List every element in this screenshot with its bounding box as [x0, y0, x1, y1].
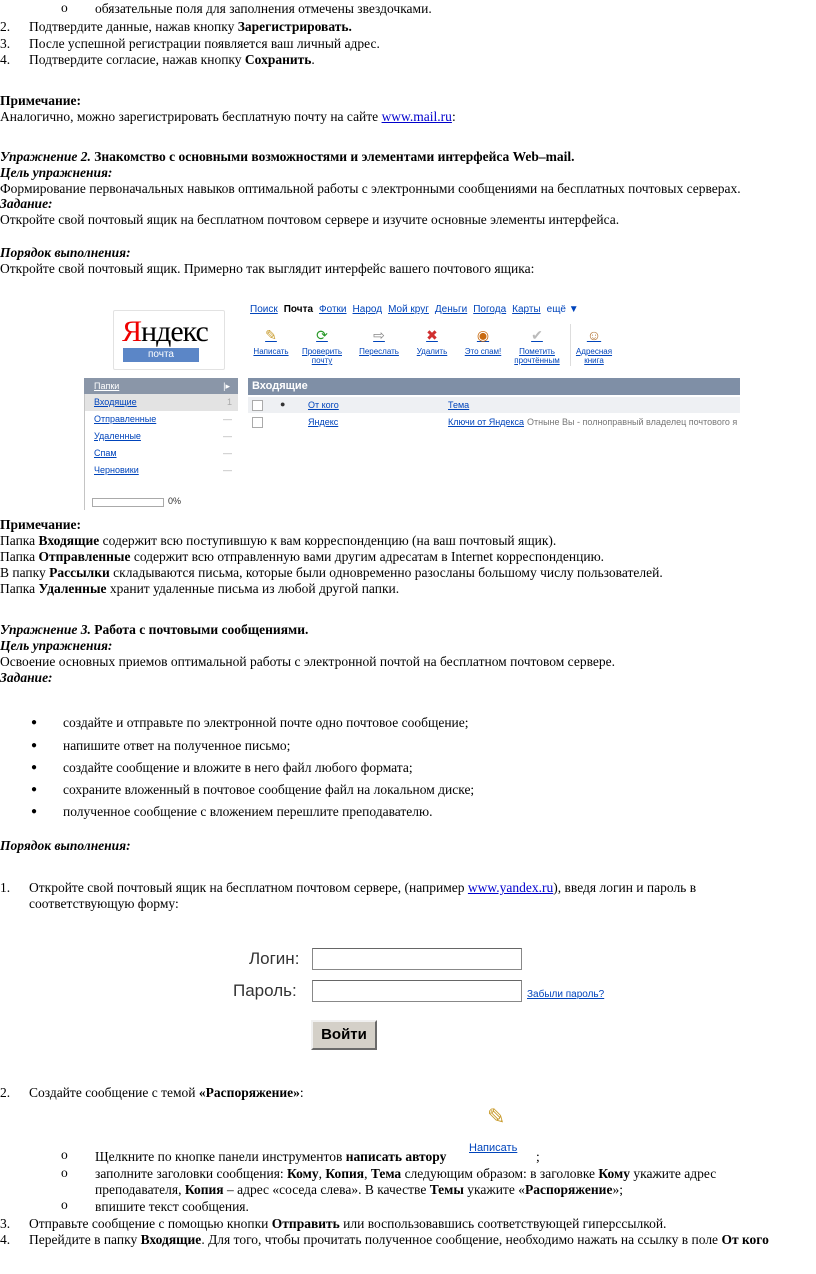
pencil-icon: ✎	[265, 327, 277, 343]
yandex-mail-logo: Яндекс почта	[113, 310, 225, 370]
task-item: полученное сообщение с вложением перешлите преподавателю.	[63, 804, 433, 819]
login-label: Логин:	[249, 949, 300, 968]
mailbox-screenshot	[84, 294, 740, 514]
step-number: 4.	[0, 1232, 11, 1247]
bullet: ●	[31, 740, 38, 751]
sub-step-text: Щелкните по кнопке панели инструментов написать автору	[95, 1149, 447, 1164]
note-line: Папка Отправленные содержит всю отправленную вами другим адресатам в Internet корреспонденцию.	[0, 549, 605, 564]
step-number: 2.	[0, 1085, 11, 1100]
message-subject[interactable]: Ключи от Яндекса	[448, 417, 524, 427]
task-item: сохраните вложенный в почтовое сообщение файл на локальном диске;	[63, 782, 475, 797]
bullet: ●	[31, 784, 38, 795]
step-text: Создайте сообщение с темой «Распоряжение»:	[29, 1085, 304, 1100]
folders-header[interactable]: Папки |▸	[84, 378, 238, 394]
login-button[interactable]: Войти	[311, 1020, 377, 1050]
step-text: Перейдите в папку Входящие. Для того, чтобы прочитать полученное сообщение, необходимо нажать на ссылку в поле От кого	[29, 1232, 769, 1247]
goal-label: Цель упражнения:	[0, 165, 113, 180]
bullet: ●	[31, 762, 38, 773]
note-line: Папка Входящие содержит всю поступившую к вам корреспонденцию (на ваш почтовый ящик).	[0, 533, 557, 548]
folder-sent[interactable]: Отправленные —	[94, 414, 232, 424]
note-text: Аналогично, можно зарегистрировать бесплатную почту на сайте www.mail.ru:	[0, 109, 456, 124]
nav-mail[interactable]: Почта	[283, 304, 314, 315]
nav-narod[interactable]: Народ	[352, 304, 383, 315]
quota-percent: 0%	[168, 496, 182, 506]
compose-button-image: Написать	[469, 1142, 518, 1154]
folder-deleted[interactable]: Удаленные —	[94, 431, 232, 441]
spam-icon: ◉	[476, 327, 490, 343]
task-label: Задание:	[0, 670, 53, 685]
password-input[interactable]	[312, 980, 522, 1002]
task-item: создайте и отправьте по электронной почте одно почтовое сообщение;	[63, 715, 469, 730]
folder-spam[interactable]: Спам —	[94, 448, 232, 458]
sub-bullet: o	[61, 1165, 68, 1180]
forward-icon: ⇨	[373, 327, 385, 343]
step-text: Отправьте сообщение с помощью кнопки Отправить или воспользовавшись соответствующей гиперссылкой.	[29, 1216, 667, 1231]
top-nav	[250, 304, 585, 315]
collapse-icon[interactable]: |▸	[223, 381, 230, 391]
nav-maps[interactable]: Карты	[512, 304, 541, 315]
sidebar-border	[84, 394, 85, 510]
check-mail-button[interactable]: ⟳ Проверить почту	[301, 327, 342, 365]
compose-button[interactable]: ✎ Написать	[253, 327, 289, 356]
step-number: 1.	[0, 880, 11, 895]
nav-more[interactable]: ещё ▼	[546, 304, 579, 315]
note-line: Папка Удаленные хранит удаленные письма из любой другой папки.	[0, 581, 400, 596]
exercise-3-title: Упражнение 3. Работа с почтовыми сообщениями.	[0, 622, 309, 637]
delete-icon: ✖	[426, 327, 438, 343]
select-all-checkbox[interactable]	[252, 400, 263, 411]
folders-sidebar	[84, 378, 238, 479]
inbox-title: Входящие	[248, 378, 740, 395]
checkmark-icon: ✔	[531, 327, 543, 343]
bullet: ●	[31, 806, 38, 817]
nav-photos[interactable]: Фотки	[319, 304, 347, 315]
message-checkbox[interactable]	[252, 417, 263, 428]
quota-bar	[92, 498, 164, 507]
nav-search[interactable]: Поиск	[250, 304, 278, 315]
step-text: Подтвердите данные, нажав кнопку Зарегистрировать.	[29, 19, 352, 34]
toolbar-divider	[570, 324, 571, 366]
sub-bullet: o	[61, 0, 68, 15]
sub-step-text: впишите текст сообщения.	[95, 1199, 249, 1214]
task-label: Задание:	[0, 196, 53, 211]
spam-button[interactable]: ◉ Это спам!	[464, 327, 502, 356]
semicolon: ;	[536, 1149, 540, 1164]
nav-money[interactable]: Деньги	[434, 304, 468, 315]
goal-text: Формирование первоначальных навыков оптимальной работы с электронными сообщениями на бесплатных почтовых серверах.	[0, 181, 741, 196]
from-column-header[interactable]: От кого	[308, 400, 339, 410]
folder-inbox[interactable]: Входящие 1	[84, 394, 238, 411]
sub-step-text: преподавателя, Копия – адрес «соседа слева». В качестве Темы укажите «Распоряжение»;	[95, 1182, 623, 1197]
yandex-link[interactable]: www.yandex.ru	[467, 880, 554, 895]
message-row[interactable]	[248, 414, 740, 432]
step-number: 3.	[0, 36, 11, 51]
sub-bullet: o	[61, 1147, 68, 1162]
step-text: соответствующую форму:	[29, 896, 179, 911]
subject-column-header[interactable]: Тема	[448, 400, 470, 410]
password-label: Пароль:	[233, 981, 297, 1000]
nav-moikrug[interactable]: Мой круг	[388, 304, 429, 315]
note-heading: Примечание:	[0, 517, 82, 532]
delete-button[interactable]: ✖ Удалить	[416, 327, 448, 356]
order-text: Откройте свой почтовый ящик. Примерно так выглядит интерфейс вашего почтового ящика:	[0, 261, 535, 276]
login-input[interactable]	[312, 948, 522, 970]
column-header	[248, 397, 740, 413]
forward-button[interactable]: ⇨ Переслать	[359, 327, 399, 356]
text-line: обязательные поля для заполнения отмечены звездочками.	[95, 1, 432, 16]
step-number: 4.	[0, 52, 11, 67]
forgot-password-link[interactable]: Забыли пароль?	[527, 989, 605, 1000]
task-item: создайте сообщение и вложите в него файл любого формата;	[63, 760, 413, 775]
pencil-icon: ✎	[487, 1104, 506, 1129]
task-text: Откройте свой почтовый ящик на бесплатном почтовом сервере и изучите основные элементы интерфейса.	[0, 212, 620, 227]
task-item: напишите ответ на полученное письмо;	[63, 738, 291, 753]
sub-bullet: o	[61, 1197, 68, 1212]
order-label: Порядок выполнения:	[0, 245, 131, 260]
message-snippet: Отныне Вы - полноправный владелец почтового я	[527, 417, 738, 427]
bullet: ●	[31, 717, 38, 728]
contacts-icon: ☺	[586, 327, 602, 343]
step-number: 3.	[0, 1216, 11, 1231]
nav-weather[interactable]: Погода	[473, 304, 507, 315]
step-text: Подтвердите согласие, нажав кнопку Сохранить.	[29, 52, 315, 67]
goal-text: Освоение основных приемов оптимальной работы с электронной почтой на бесплатном почтовом сервере.	[0, 654, 615, 669]
order-label: Порядок выполнения:	[0, 838, 131, 853]
step-text: Откройте свой почтовый ящик на бесплатном почтовом сервере, (например www.yandex.ru), введя логин и пароль в	[29, 880, 697, 895]
note-line: В папку Рассылки складываются письма, которые были одновременно разосланы большому числу пользователей.	[0, 565, 663, 580]
message-from[interactable]: Яндекс	[308, 417, 339, 427]
step-number: 2.	[0, 19, 11, 34]
mark-read-button[interactable]: ✔ Пометить прочтённым	[514, 327, 560, 365]
exercise-2-title: Упражнение 2. Знакомство с основными возможностями и элементами интерфейса Web–mail.	[0, 149, 575, 164]
step-text: После успешной регистрации появляется ваш личный адрес.	[29, 36, 380, 51]
folder-drafts[interactable]: Черновики —	[94, 465, 232, 475]
note-heading: Примечание:	[0, 93, 82, 108]
goal-label: Цель упражнения:	[0, 638, 113, 653]
mail-ru-link[interactable]: www.mail.ru	[381, 109, 452, 124]
sub-step-text: заполните заголовки сообщения: Кому, Копия, Тема следующим образом: в заголовке Кому укажите адрес	[95, 1166, 717, 1181]
refresh-icon: ⟳	[316, 327, 328, 343]
address-book-button[interactable]: ☺ Адресная книга	[575, 327, 613, 365]
read-status-column: ●	[280, 399, 286, 409]
